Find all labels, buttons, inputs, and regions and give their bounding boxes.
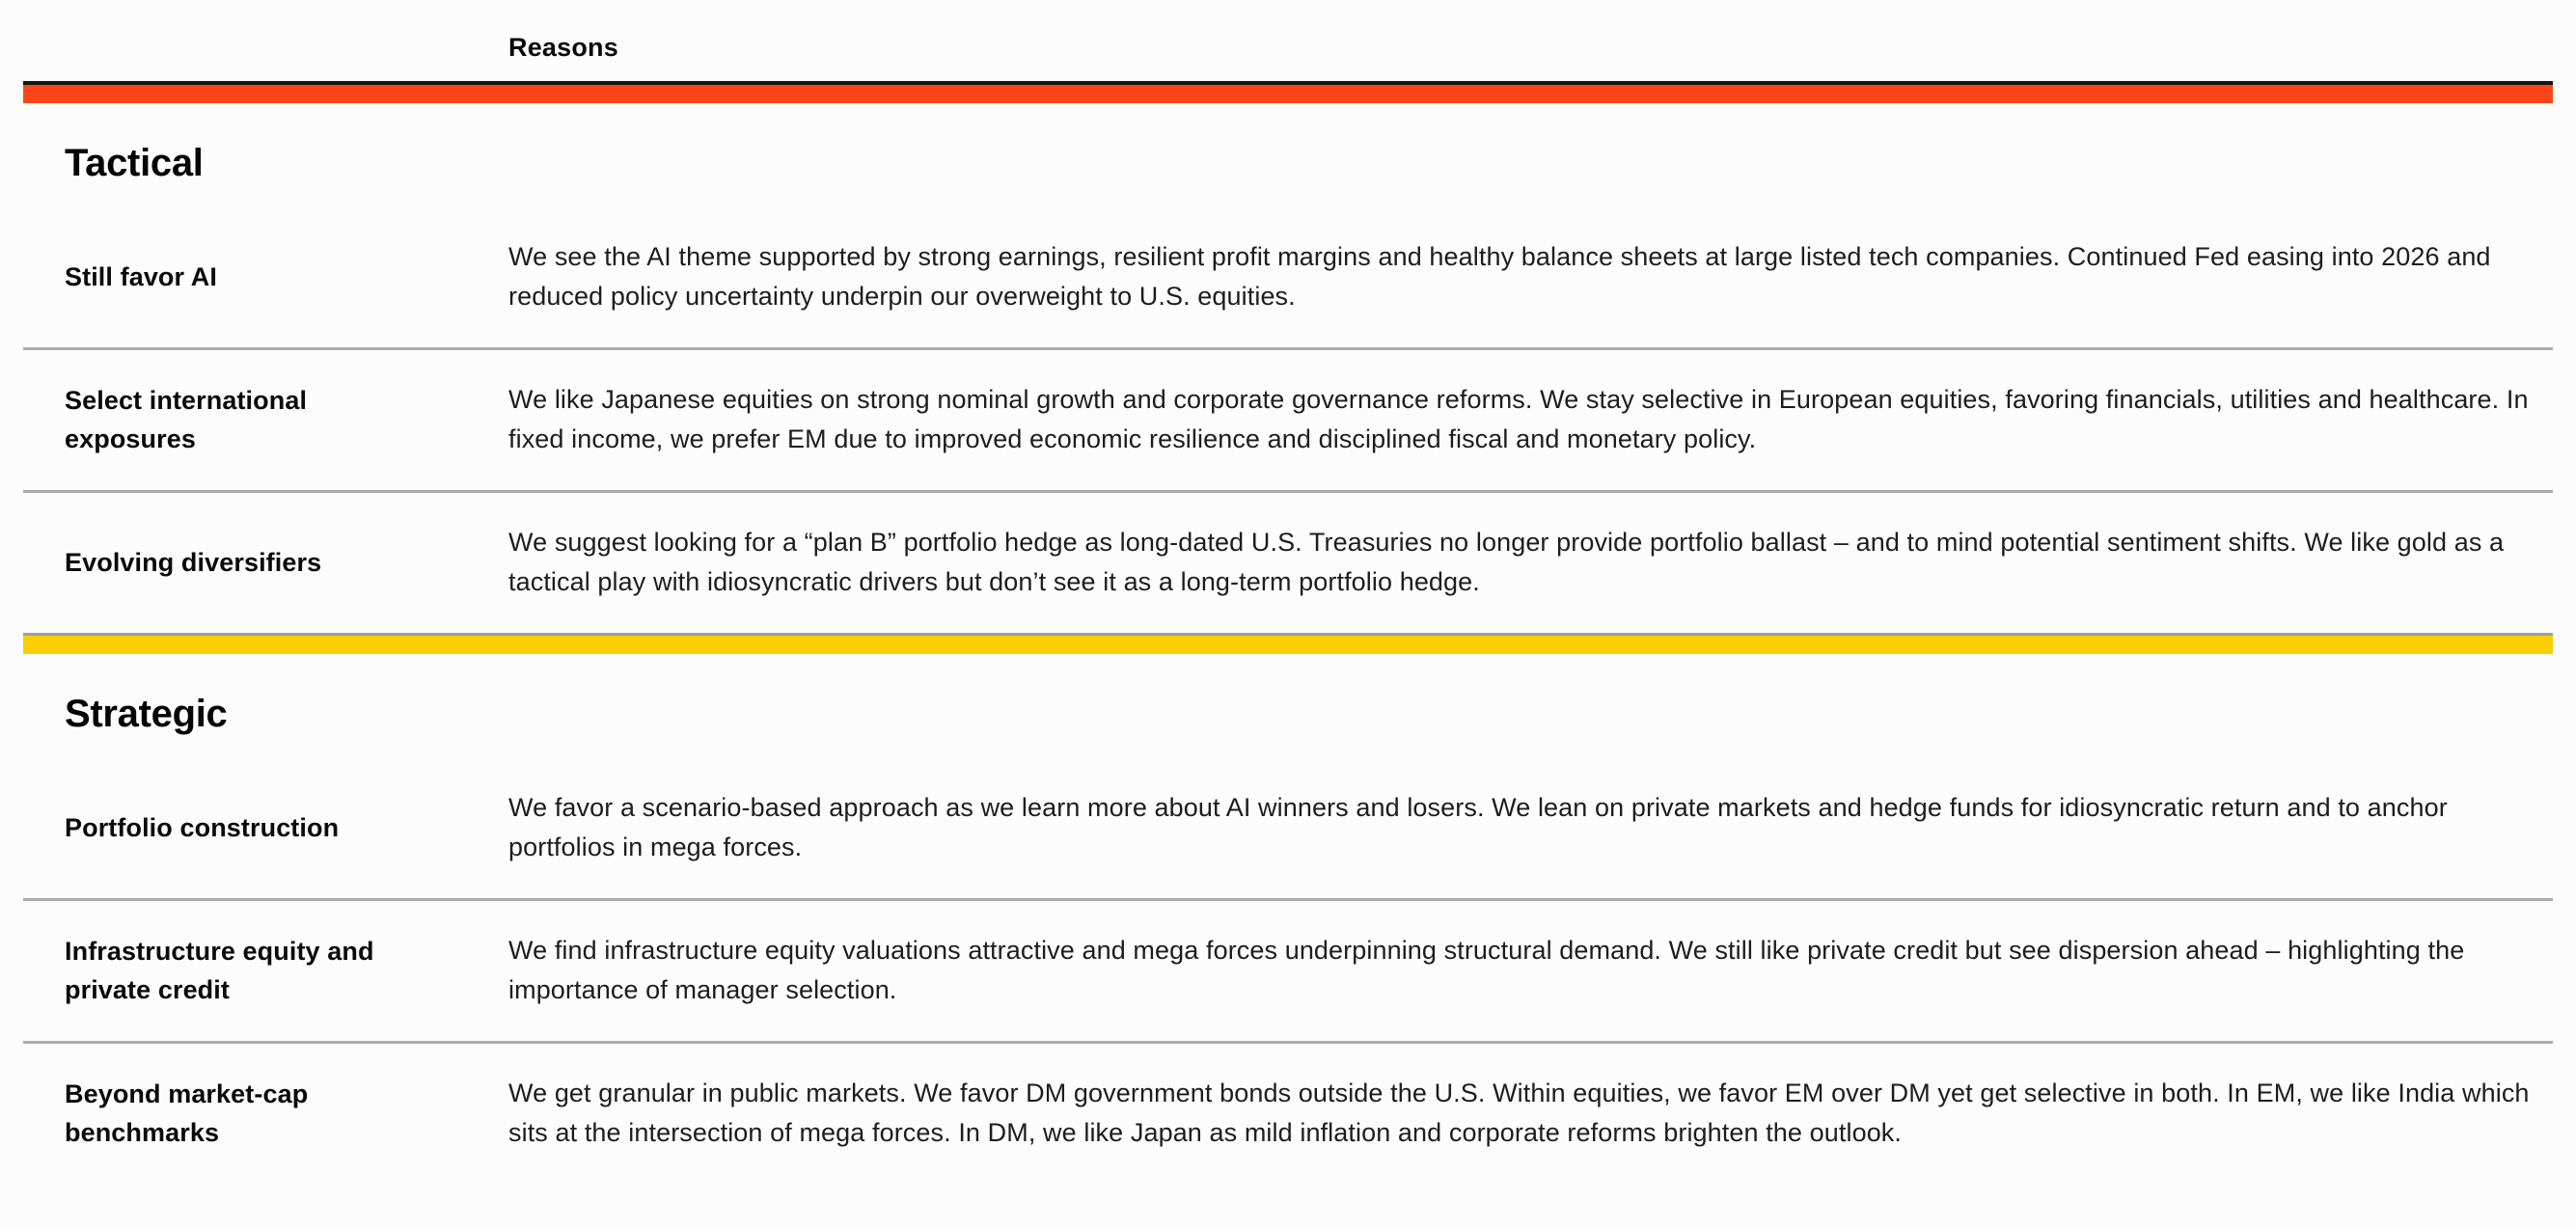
row-label-text: Infrastructure equity and private credit: [65, 937, 374, 1004]
row-reason: We get granular in public markets. We favor DM government bonds outside the U.S. Within equities, we favor EM over DM yet get selective in both. In EM, we like India which sits at the intersection of mega forces. In DM, we like Japan as mild inflation and corporate reforms brighten the outlook.: [508, 1079, 2530, 1147]
row-label: [23, 1075, 467, 1152]
row-reason: We see the AI theme supported by strong earnings, resilient profit margins and healthy balance sheets at large listed tech companies. Continued Fed easing into 2026 and reduced policy uncertainty underpin our overweight to U.S. equities.: [508, 242, 2491, 311]
section-title-tactical: Tactical: [65, 142, 204, 184]
reasons-column-header: Reasons: [508, 33, 618, 62]
row-label-text: Evolving diversifiers: [65, 548, 322, 577]
row-label: [23, 258, 467, 296]
table-row: [23, 1041, 2553, 1184]
section-title-strategic: Strategic: [65, 693, 228, 735]
row-reason: We like Japanese equities on strong nominal growth and corporate governance reforms. We stay selective in European equities, favoring financials, utilities and healthcare. In fixed income, we prefer EM due to improved economic resilience and disciplined fiscal and monetary policy.: [508, 385, 2529, 453]
row-label-text: Beyond market-cap benchmarks: [65, 1079, 309, 1147]
row-reason: We find infrastructure equity valuations attractive and mega forces underpinning structural demand. We still like private credit but see dispersion ahead – highlighting the importance of manager selection.: [508, 936, 2465, 1004]
tactical-accent-bar: [23, 85, 2553, 103]
row-label-text: Still favor AI: [65, 262, 217, 291]
row-label-text: Select international exposures: [65, 386, 308, 453]
row-label-text: Portfolio construction: [65, 813, 340, 842]
row-reason: We suggest looking for a “plan B” portfolio hedge as long-dated U.S. Treasuries no longer provide portfolio ballast – and to mind potential sentiment shifts. We like gold as a tactical play with idiosyncratic drivers but don’t see it as a long-term portfolio hedge.: [508, 528, 2505, 596]
row-label: [23, 932, 467, 1009]
row-label: [23, 543, 467, 582]
table-row: [23, 898, 2553, 1041]
row-reason: We favor a scenario-based approach as we learn more about AI winners and losers. We lean on private markets and hedge funds for idiosyncratic return and to anchor portfolios in mega forces.: [508, 793, 2448, 861]
row-label: [23, 381, 467, 458]
strategic-rows: [23, 758, 2553, 1184]
tactical-rows: [23, 207, 2553, 636]
table-row: [23, 347, 2553, 490]
table-row: [23, 207, 2553, 347]
strategic-accent-bar: [23, 636, 2553, 654]
views-table: [23, 0, 2553, 1184]
table-row: [23, 490, 2553, 633]
row-label: [23, 808, 467, 847]
table-row: [23, 758, 2553, 898]
